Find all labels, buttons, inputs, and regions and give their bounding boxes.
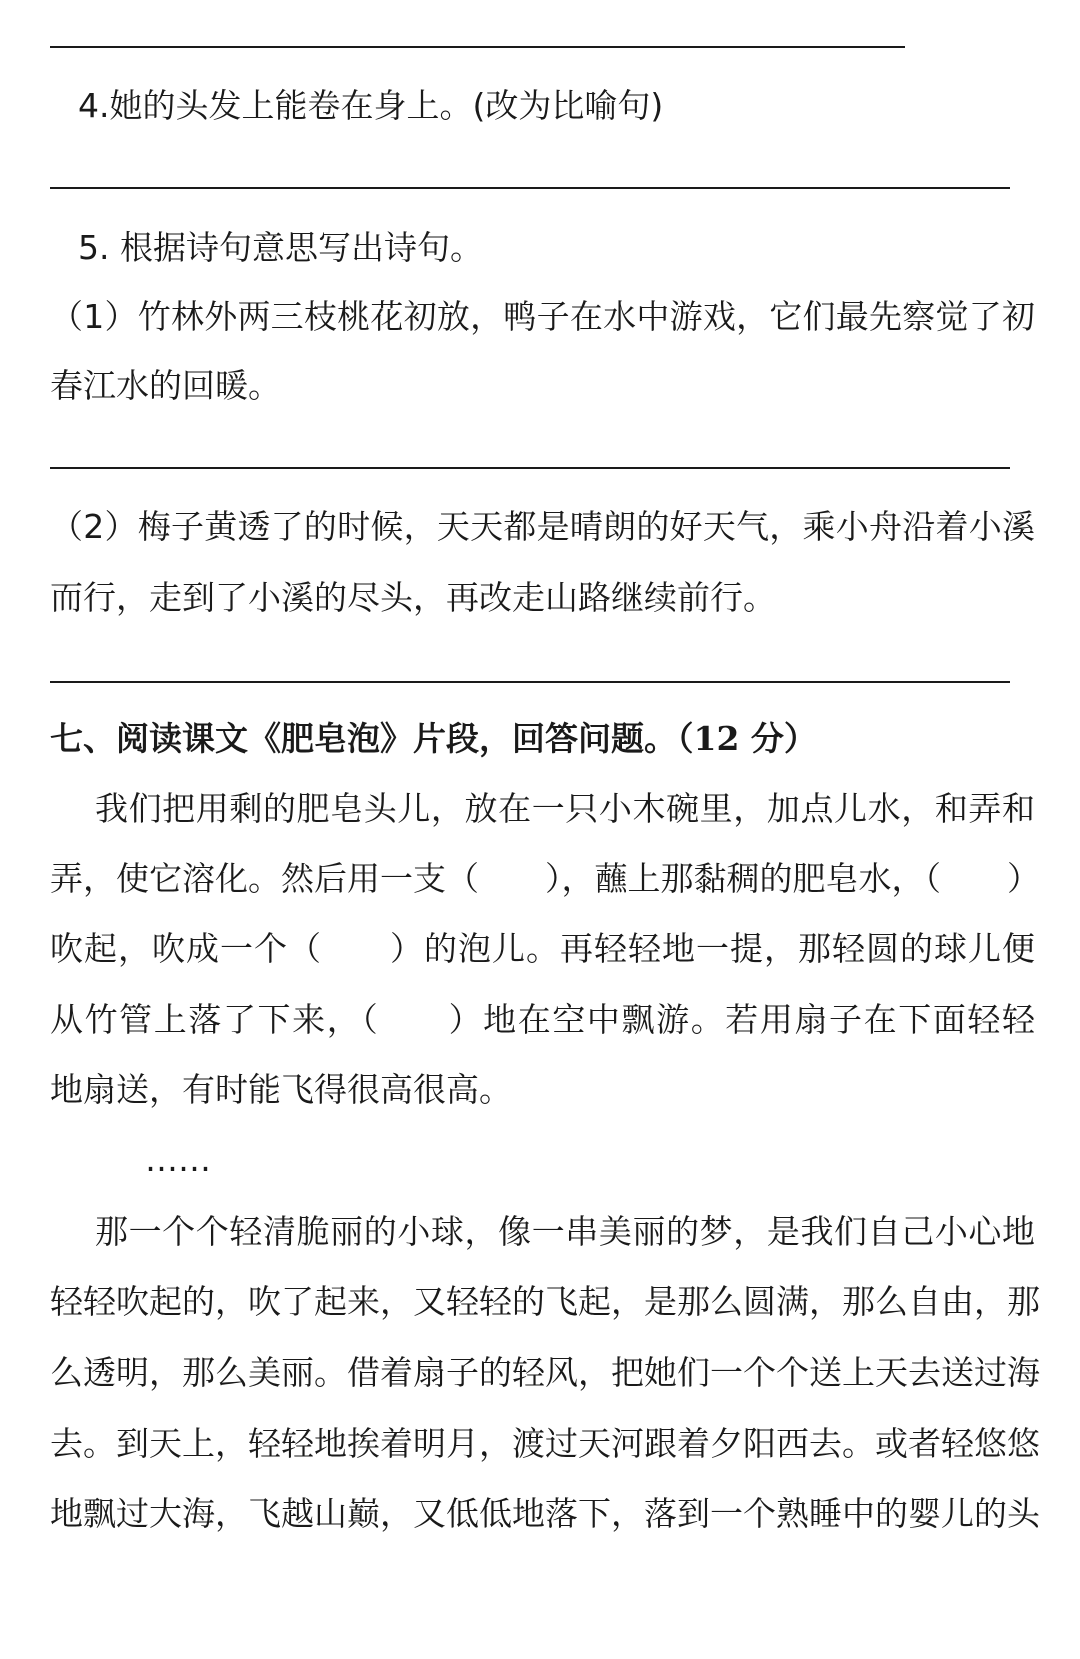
answer-line-top: [50, 46, 905, 48]
passage-p1-line3: 吹起，吹成一个（ ）的泡儿。再轻轻地一提，那轻圆的球儿便: [50, 929, 1035, 968]
section-7-heading: 七、阅读课文《肥皂泡》片段，回答问题。（12 分）: [50, 719, 817, 758]
passage-ellipsis: ……: [145, 1140, 211, 1179]
question-5-item2-line2: 而行，走到了小溪的尽头，再改走山路继续前行。: [50, 578, 776, 617]
passage-p2-line3: 么透明，那么美丽。借着扇子的轻风，把她们一个个送上天去送过海: [50, 1353, 1040, 1392]
question-5-item1-line2: 春江水的回暖。: [50, 366, 281, 405]
answer-line-q5-1: [50, 467, 1010, 469]
answer-line-q4: [50, 187, 1010, 189]
answer-line-q5-2: [50, 681, 1010, 683]
passage-p2-line1: 那一个个轻清脆丽的小球，像一串美丽的梦，是我们自己小心地: [95, 1212, 1035, 1251]
question-5-item1-line1: （1）竹林外两三枝桃花初放，鸭子在水中游戏，它们最先察觉了初: [50, 297, 1035, 336]
question-5-item2-line1: （2）梅子黄透了的时候，天天都是晴朗的好天气，乘小舟沿着小溪: [50, 507, 1035, 546]
question-5-heading: 5. 根据诗句意思写出诗句。: [78, 228, 483, 267]
question-4-text: 4.她的头发上能卷在身上。(改为比喻句): [78, 86, 664, 125]
passage-p1-line2: 弄，使它溶化。然后用一支（ ），蘸上那黏稠的肥皂水，（ ）: [50, 859, 1040, 898]
passage-p2-line4: 去。到天上，轻轻地挨着明月，渡过天河跟着夕阳西去。或者轻悠悠: [50, 1424, 1040, 1463]
passage-p1-line5: 地扇送，有时能飞得很高很高。: [50, 1070, 512, 1109]
passage-p1-line4: 从竹管上落了下来，（ ）地在空中飘游。若用扇子在下面轻轻: [50, 1000, 1035, 1039]
passage-p1-line1: 我们把用剩的肥皂头儿，放在一只小木碗里，加点儿水，和弄和: [95, 789, 1035, 828]
passage-p2-line2: 轻轻吹起的，吹了起来，又轻轻的飞起，是那么圆满，那么自由，那: [50, 1282, 1040, 1321]
passage-p2-line5: 地飘过大海，飞越山巅，又低低地落下，落到一个熟睡中的婴儿的头: [50, 1494, 1040, 1533]
